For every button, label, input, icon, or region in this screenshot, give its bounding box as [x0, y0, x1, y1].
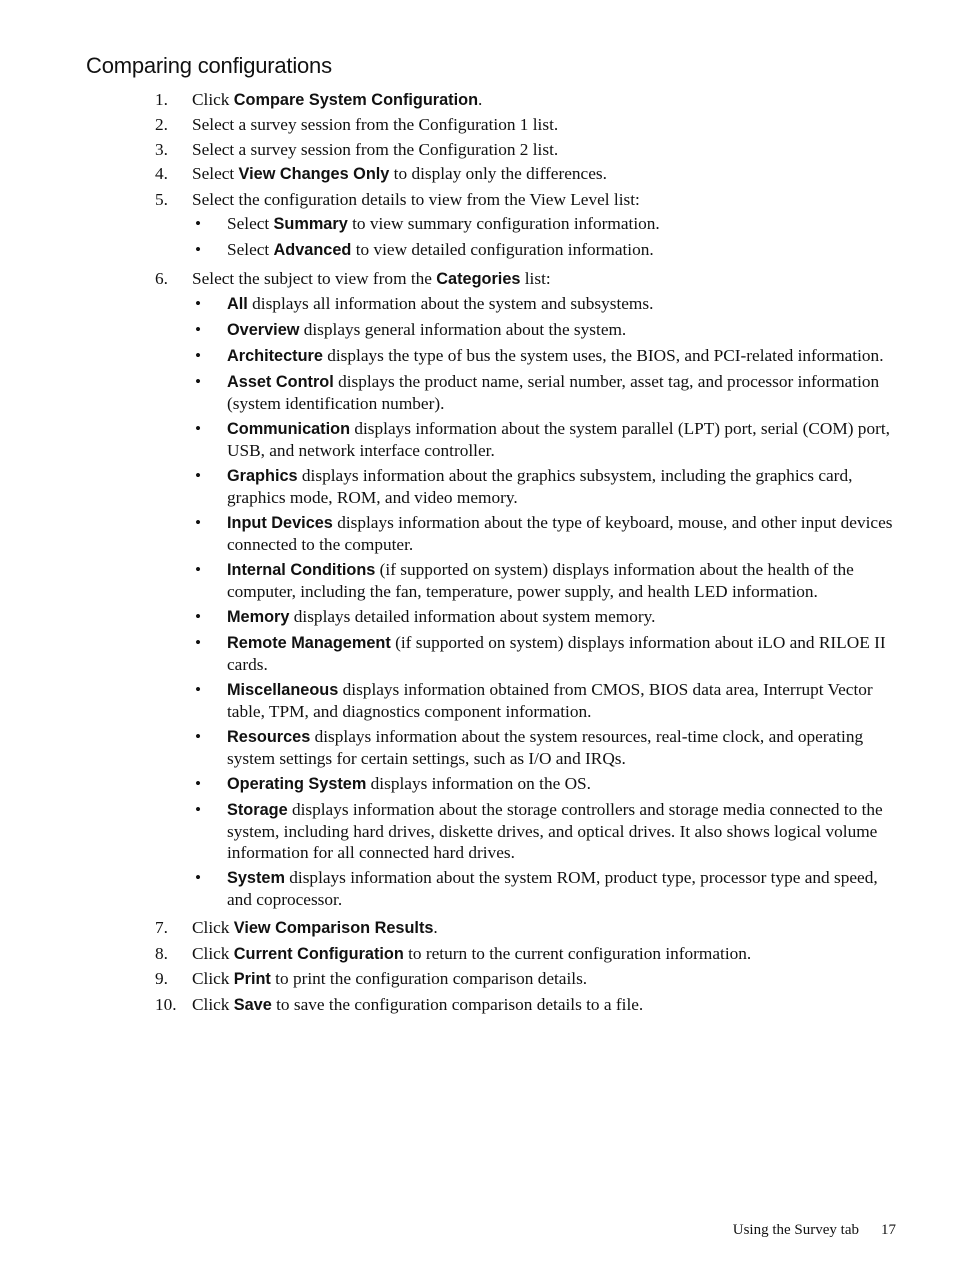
view-level-bullets [155, 213, 900, 261]
step-number: 8. [155, 943, 168, 963]
step-text [192, 189, 900, 210]
ui-term: View Comparison Results [233, 919, 434, 938]
bullet-item [155, 345, 900, 367]
text-run: displays the type of bus the system uses, the BIOS, and PCI-related information. [322, 346, 884, 366]
bullet-item [155, 418, 900, 461]
text-run: Select [192, 164, 239, 184]
text-run: . [478, 90, 483, 109]
step-text [192, 139, 900, 160]
ui-term: Memory [227, 608, 290, 627]
ui-term: Compare System Configuration [233, 91, 479, 109]
text-run: (if supported on system) displays information about iLO and RILOE II cards. [227, 633, 886, 675]
bullet-text [227, 606, 900, 628]
step-number: 1. [155, 90, 168, 109]
bullet-item [155, 213, 900, 235]
step-number: 9. [155, 969, 168, 989]
ui-term: Remote Management [227, 634, 391, 653]
list-item [155, 943, 900, 965]
bullet-item [155, 799, 900, 863]
text-run: Select [227, 213, 274, 233]
step-number: 7. [155, 918, 168, 938]
bullet-item [155, 512, 900, 555]
bullet-text [227, 867, 900, 910]
step-number: 2. [155, 115, 168, 135]
bullet-icon: • [195, 560, 202, 580]
text-run: . [433, 918, 438, 938]
bullet-text [227, 799, 900, 863]
ui-term: Summary [273, 214, 348, 233]
step-number: 4. [155, 164, 168, 184]
bullet-text [227, 371, 900, 414]
text-run: to view detailed configuration information. [351, 239, 654, 259]
list-item [155, 189, 900, 210]
step-text [192, 114, 900, 135]
ui-term: Input Devices [227, 514, 333, 533]
footer-section-name: Using the Survey tab [732, 1222, 859, 1238]
ui-term: System [227, 869, 285, 888]
bullet-item [155, 465, 900, 508]
ui-term: Asset Control [227, 373, 334, 392]
bullet-item [155, 632, 900, 675]
bullet-text [227, 465, 900, 508]
text-run: displays information about the system parallel (LPT) port, serial (COM) port, USB, and network interface controller. [227, 419, 890, 461]
step-text [192, 163, 900, 185]
ui-term: Miscellaneous [227, 681, 339, 700]
bullet-item [155, 293, 900, 315]
ui-term: View Changes Only [238, 165, 390, 184]
list-item [155, 917, 900, 939]
list-item [155, 994, 900, 1016]
text-run: to display only the differences. [389, 164, 607, 184]
bullet-icon: • [195, 774, 202, 794]
bullet-icon: • [195, 213, 202, 233]
text-run: Click [192, 943, 234, 963]
bullet-text [227, 726, 900, 769]
text-run: Select a survey session from the Configuration 2 list. [192, 139, 559, 159]
step-number: 3. [155, 139, 168, 159]
bullet-icon: • [195, 607, 202, 627]
text-run: list: [520, 268, 551, 288]
text-run: (if supported on system) displays information about the health of the computer, including the fan, temperature, power supply, and health LED information. [227, 560, 854, 602]
text-run: displays information about the storage controllers and storage media connected to the system, including hard drives, diskette drives, and optical drives. It also shows logical volume information for all connected hard drives. [227, 800, 883, 863]
text-run: displays information on the OS. [366, 774, 591, 794]
bullet-icon: • [195, 372, 202, 392]
ui-term: All [227, 295, 248, 314]
ui-term: Communication [227, 420, 351, 439]
ui-term: Advanced [273, 240, 352, 259]
list-item [155, 89, 900, 111]
list-item [155, 268, 900, 290]
section-title: Comparing configurations [86, 53, 332, 78]
bullet-item [155, 559, 900, 602]
bullet-text [227, 293, 900, 315]
step-text [192, 943, 900, 965]
bullet-text [227, 559, 900, 602]
page-footer [0, 1222, 896, 1239]
step-number: 5. [155, 189, 168, 209]
bullet-icon: • [195, 727, 202, 747]
bullet-icon: • [195, 294, 202, 314]
text-run: displays all information about the system and subsystems. [247, 294, 654, 314]
step-number: 6. [155, 268, 168, 288]
category-bullets [155, 293, 900, 910]
bullet-text [227, 345, 900, 367]
bullet-icon: • [195, 239, 202, 259]
step-text [192, 994, 900, 1016]
text-run: Select the configuration details to view from the View Level list: [192, 189, 640, 209]
ui-term: Graphics [227, 467, 298, 486]
text-run: displays information about the system ROM, product type, processor type and speed, and coprocessor. [227, 868, 878, 910]
list-item [155, 968, 900, 990]
bullet-icon: • [195, 466, 202, 486]
bullet-icon: • [195, 419, 202, 439]
ui-term: Categories [436, 269, 521, 288]
bullet-item [155, 371, 900, 414]
ui-term: Internal Conditions [227, 561, 376, 580]
bullet-icon: • [195, 868, 202, 888]
text-run: to print the configuration comparison details. [270, 969, 588, 989]
step-number: 10. [155, 994, 177, 1014]
bullet-icon: • [195, 680, 202, 700]
bullet-icon: • [195, 800, 202, 820]
bullet-item [155, 319, 900, 341]
ui-term: Print [233, 970, 271, 989]
bullet-text [227, 213, 900, 235]
list-item [155, 139, 900, 160]
step-text [192, 89, 900, 111]
bullet-text [227, 512, 900, 555]
step-text [192, 268, 900, 290]
bullet-text [227, 679, 900, 722]
steps-list [155, 89, 900, 1019]
text-run: displays the product name, serial number, asset tag, and processor information (system identification number). [227, 372, 880, 414]
text-run: Click [192, 969, 234, 989]
ui-term: Overview [227, 321, 300, 340]
ui-term: Save [233, 995, 272, 1014]
text-run: Click [192, 918, 234, 938]
bullet-text [227, 632, 900, 675]
list-item [155, 114, 900, 135]
bullet-icon: • [195, 633, 202, 653]
text-run: displays information about the system resources, real-time clock, and operating system settings for certain settings, such as I/O and IRQs. [227, 727, 864, 769]
bullet-text [227, 319, 900, 341]
bullet-text [227, 239, 900, 261]
bullet-icon: • [195, 513, 202, 533]
bullet-icon: • [195, 320, 202, 340]
ui-term: Resources [227, 728, 311, 747]
text-run: Select a survey session from the Configuration 1 list. [192, 115, 559, 135]
text-run: to save the configuration comparison details to a file. [271, 994, 644, 1014]
text-run: Click [192, 994, 234, 1014]
ui-term: Operating System [227, 775, 367, 794]
text-run: Select [227, 239, 274, 259]
text-run: displays information about the graphics subsystem, including the graphics card, graphics mode, ROM, and video memory. [227, 466, 853, 508]
text-run: displays detailed information about system memory. [289, 607, 656, 627]
text-run: displays general information about the system. [299, 320, 627, 340]
bullet-item [155, 239, 900, 261]
bullet-item [155, 606, 900, 628]
bullet-item [155, 726, 900, 769]
ui-term: Architecture [227, 347, 323, 366]
bullet-item [155, 867, 900, 910]
text-run: to return to the current configuration information. [403, 943, 752, 963]
text-run: displays information obtained from CMOS, BIOS data area, Interrupt Vector table, TPM, and diagnostics component information. [227, 680, 873, 722]
ui-term: Current Configuration [233, 944, 404, 963]
bullet-text [227, 773, 900, 795]
step-text [192, 917, 900, 939]
text-run: Click [192, 90, 234, 109]
page-number: 17 [881, 1222, 896, 1238]
bullet-item [155, 773, 900, 795]
text-run: to view summary configuration information. [347, 213, 660, 233]
bullet-text [227, 418, 900, 461]
step-text [192, 968, 900, 990]
text-run: displays information about the type of keyboard, mouse, and other input devices connected to the computer. [227, 513, 893, 555]
list-item [155, 163, 900, 185]
bullet-item [155, 679, 900, 722]
bullet-icon: • [195, 346, 202, 366]
text-run: Select the subject to view from the [192, 268, 437, 288]
ui-term: Storage [227, 801, 288, 820]
